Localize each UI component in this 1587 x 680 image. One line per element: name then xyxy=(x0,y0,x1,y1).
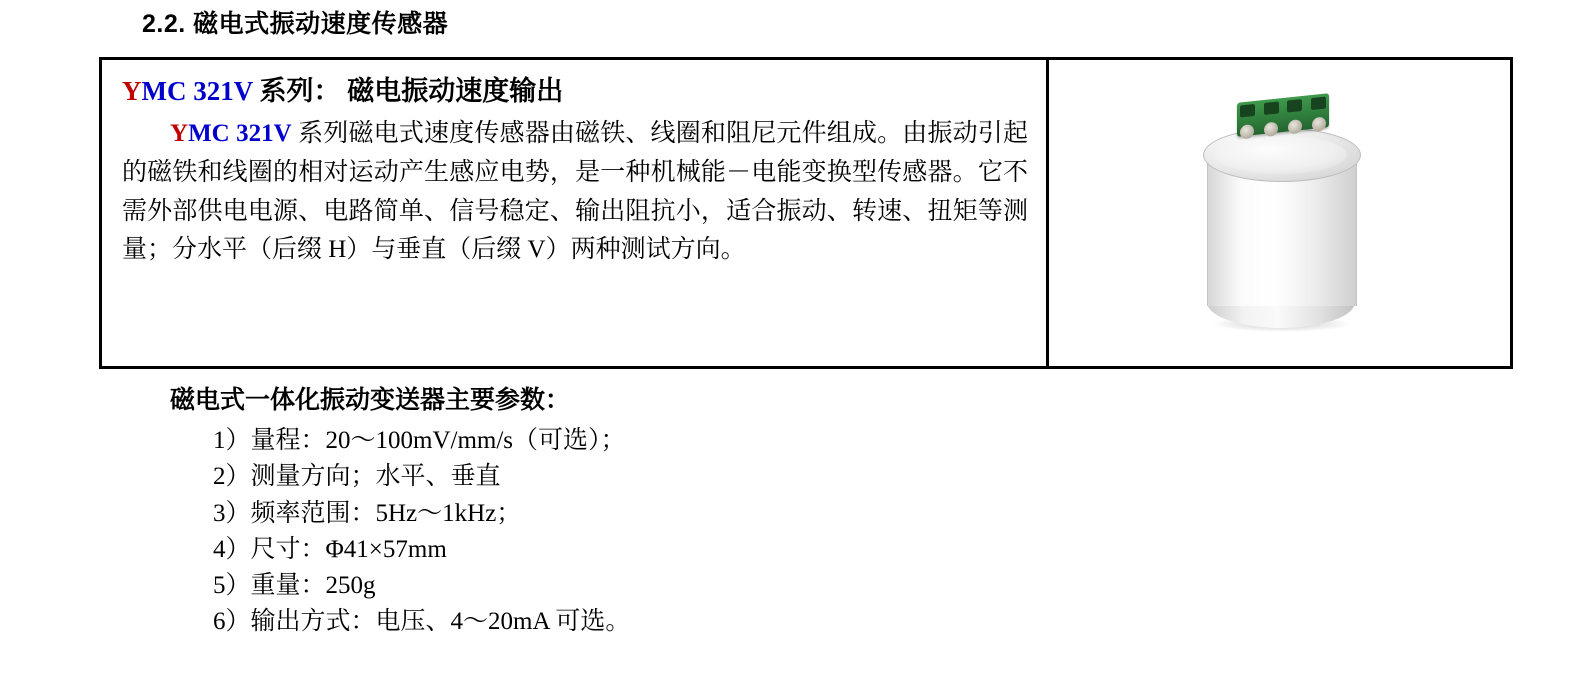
section-heading: 2.2. 磁电式振动速度传感器 xyxy=(142,10,449,38)
sensor-top-cap-inner xyxy=(1215,136,1347,174)
product-title-rest: 系列： 磁电振动速度输出 xyxy=(252,76,564,106)
terminal-screw xyxy=(1312,116,1326,131)
desc-body-text: 系列磁电式速度传感器由磁铁、线圈和阻尼元件组成。由振动引起的磁铁和线圈的相对运动产生感应电势，是一种机械能－电能变换型传感器。它不需外部供电电源、电路简单、信号稳定、输出阻抗小，适合振动、转速、扭矩等测量；分水平（后缀 H）与垂直（后缀 V）两种测试方向。 xyxy=(122,120,1028,264)
parameter-item: 2）测量方向；水平、垂直 xyxy=(213,463,501,491)
terminal-hole xyxy=(1263,101,1278,115)
product-model-title xyxy=(122,74,1028,109)
product-image-panel xyxy=(1046,60,1510,366)
terminal-screw xyxy=(1288,119,1302,134)
parameter-item: 3）频率范围：5Hz～1kHz； xyxy=(213,499,522,527)
terminal-screw xyxy=(1264,122,1278,137)
terminal-hole xyxy=(1240,104,1255,118)
product-info-box xyxy=(99,57,1513,369)
sensor-graphic xyxy=(1185,88,1375,338)
desc-brand-letter-y: Y xyxy=(170,120,189,148)
brand-letter-y: Y xyxy=(122,76,142,106)
parameters-list xyxy=(213,423,630,641)
sensor-illustration xyxy=(1049,60,1510,366)
parameter-item: 6）输出方式：电压、4～20mA 可选。 xyxy=(213,608,631,636)
terminal-hole xyxy=(1310,96,1325,110)
parameter-item: 1）量程：20～100mV/mm/s（可选）； xyxy=(213,427,626,454)
parameter-item: 4）尺寸：Φ41×57mm xyxy=(213,535,447,563)
desc-brand-model-code: MC 321V xyxy=(188,120,292,148)
parameters-title: 磁电式一体化振动变送器主要参数： xyxy=(170,386,571,414)
terminal-screw xyxy=(1240,124,1254,139)
brand-model-code: MC 321V xyxy=(141,76,253,106)
product-description xyxy=(122,115,1028,270)
product-description-panel xyxy=(102,60,1046,366)
terminal-hole xyxy=(1287,99,1302,113)
parameter-item: 5）重量：250g xyxy=(213,572,376,599)
